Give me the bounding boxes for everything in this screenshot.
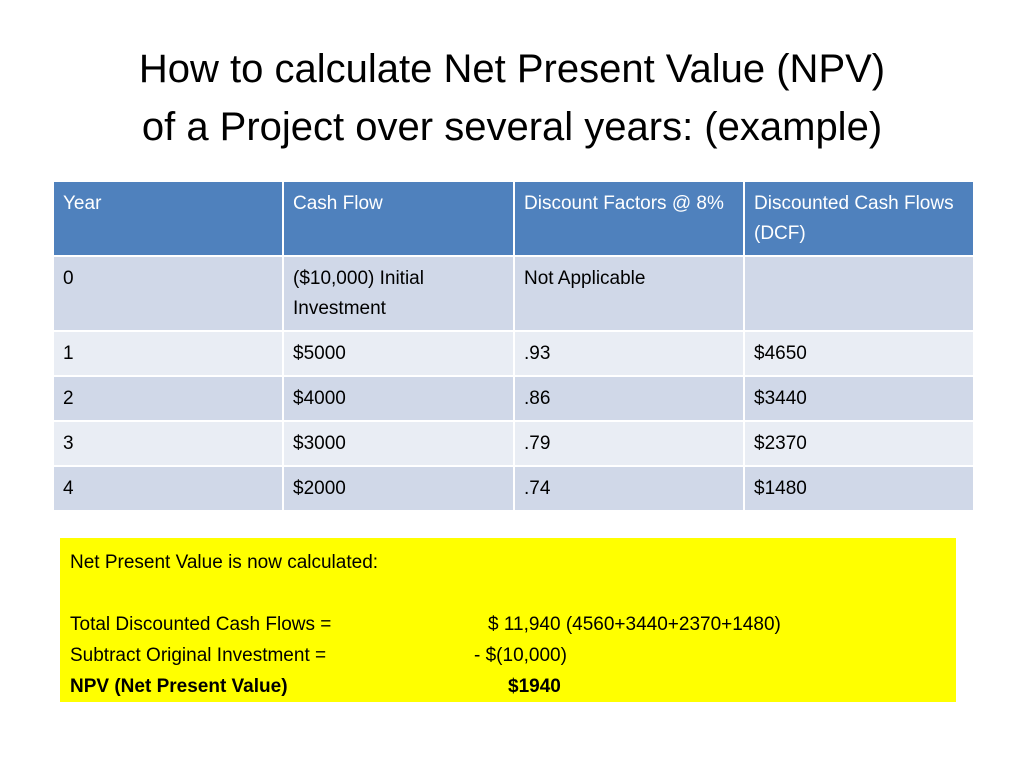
slide-title: [0, 40, 1024, 156]
npv-table: [52, 180, 975, 512]
total-dcf-label: Total Discounted Cash Flows =: [70, 614, 332, 635]
cell-year: 4: [53, 466, 283, 511]
header-cash-flow: Cash Flow: [283, 181, 514, 256]
header-discount-factors: Discount Factors @ 8%: [514, 181, 744, 256]
header-year: Year: [53, 181, 283, 256]
header-discounted-cash-flows: Discounted Cash Flows (DCF): [744, 181, 974, 256]
cell-discount-factor: .79: [514, 421, 744, 466]
cell-cash-flow: $5000: [283, 331, 514, 376]
summary-total-line: [70, 609, 946, 640]
title-line-1: How to calculate Net Present Value (NPV): [138, 47, 886, 91]
cell-year: 1: [53, 331, 283, 376]
cell-cash-flow: ($10,000) Initial Investment: [283, 256, 514, 331]
summary-heading: [70, 547, 946, 578]
summary-subtract-line: [70, 640, 946, 671]
summary-npv-line: [70, 671, 946, 702]
cell-cash-flow: $4000: [283, 376, 514, 421]
table-row: [53, 466, 974, 511]
cell-discount-factor: .93: [514, 331, 744, 376]
cell-cash-flow: $3000: [283, 421, 514, 466]
summary-heading-text: Net Present Value is now calculated:: [70, 552, 379, 573]
subtract-investment-value: - $(10,000): [474, 645, 567, 666]
cell-year: 2: [53, 376, 283, 421]
npv-label: NPV (Net Present Value): [70, 676, 288, 697]
table-row: [53, 256, 974, 331]
total-dcf-value: $ 11,940 (4560+3440+2370+1480): [488, 614, 781, 635]
cell-discount-factor: Not Applicable: [514, 256, 744, 331]
summary-spacer: [70, 578, 946, 609]
table-row: [53, 421, 974, 466]
cell-discount-factor: .86: [514, 376, 744, 421]
cell-dcf: $2370: [744, 421, 974, 466]
cell-year: 3: [53, 421, 283, 466]
cell-year: 0: [53, 256, 283, 331]
title-line-2: of a Project over several years: (example): [141, 105, 883, 149]
cell-dcf: $4650: [744, 331, 974, 376]
cell-dcf: [744, 256, 974, 331]
npv-summary-box: [60, 538, 956, 702]
table-row: [53, 376, 974, 421]
table-row: [53, 331, 974, 376]
cell-cash-flow: $2000: [283, 466, 514, 511]
table-header-row: [53, 181, 974, 256]
cell-discount-factor: .74: [514, 466, 744, 511]
cell-dcf: $3440: [744, 376, 974, 421]
npv-value: $1940: [508, 676, 561, 697]
cell-dcf: $1480: [744, 466, 974, 511]
subtract-investment-label: Subtract Original Investment =: [70, 645, 327, 666]
